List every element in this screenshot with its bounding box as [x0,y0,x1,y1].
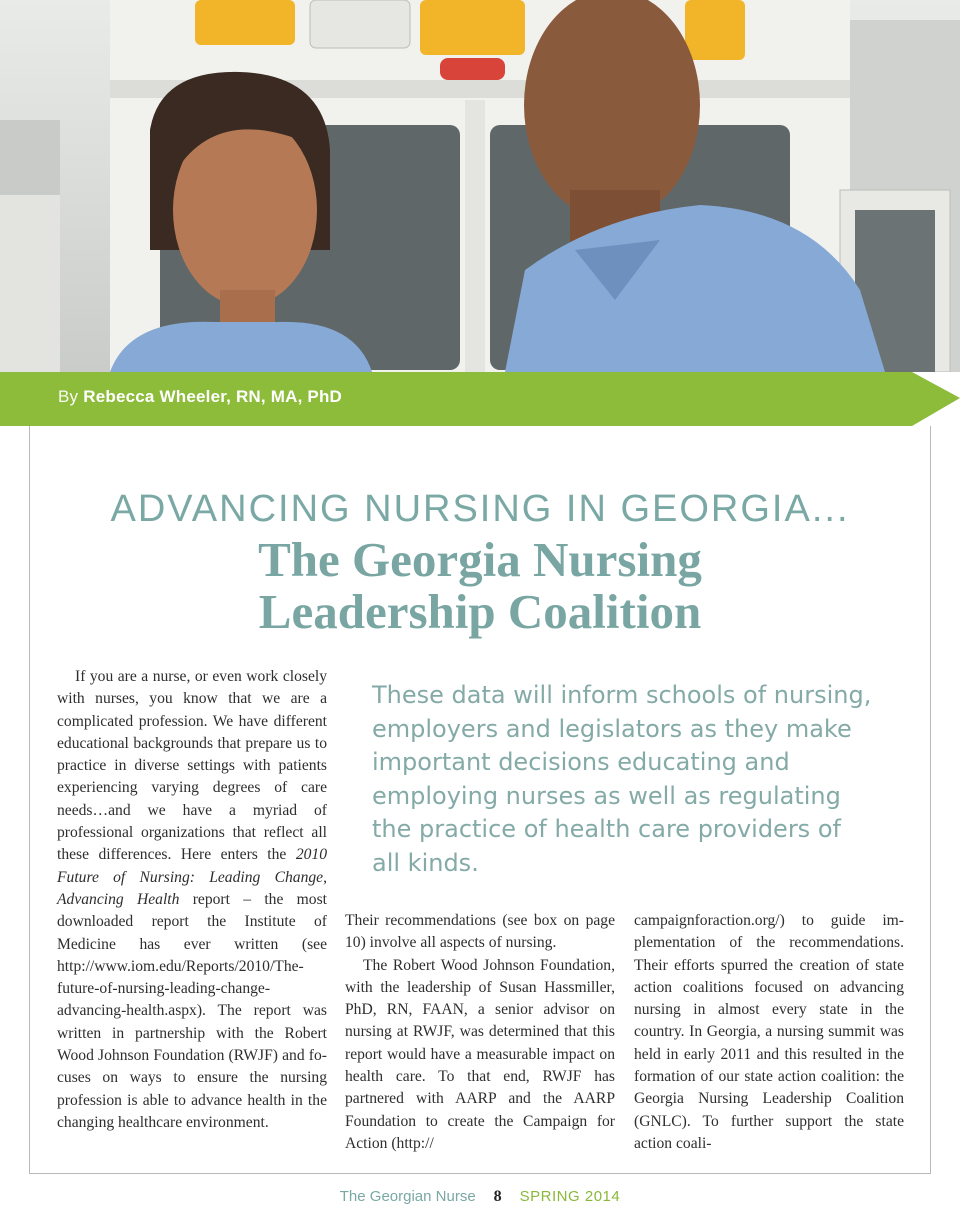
column-2-paragraph-1: Their recommendations (see box on page 10) involve all aspects of nursing. [345,912,615,952]
column-2-paragraph-2: The Robert Wood Johnson Foundation, with the leadership of Susan Hassmiller, PhD, RN, FAAN, a senior advisor on nursing at RWJF, was determined that this report would have a measurable impact on health care. To that end, RWJF has partnered with AARP and the AARP Foundation to create the Campaign for Action (http:// [345,956,615,1152]
ambulance-nurses-illustration [0,0,960,372]
byline-prefix: By [58,387,79,406]
column-1-paragraph [57,666,327,1134]
article-title-line-1: The Georgia Nursing [258,532,702,587]
article-title-line-2: Leadership Coalition [258,584,702,639]
footer-issue: SPRING 2014 [519,1188,621,1205]
byline-author: Rebecca Wheeler, RN, MA, PhD [83,387,343,406]
column-1-text-c: report – the most downloaded report the Institute of Medicine has ever written (see http://www.iom.edu/Reports/2010/The-future-of-nursing-leading-change-advancing-health.aspx). The report was written in partnership with the Robert Wood Johnson Foundation (RWJF) and focuses on ways to ensure the nursing profession is able to advance health in the changing healthcare environment. [57,890,327,1131]
byline-banner [0,372,960,426]
body-column-3 [634,910,904,1155]
body-column-1 [57,666,327,1134]
pull-quote: These data will inform schools of nursing, employers and legislators as they make important decisions educating and employing nurses as well as regulating the practice of health care providers of all kinds. [372,681,872,877]
column-3-paragraph-1: campaignforaction.org/) to guide implementation of the recommendations. Their efforts spurred the creation of state action coalitions focused on advancing nursing in almost every state in the country. In Georgia, a nursing summit was held in early 2011 and this resulted in the formation of our state action coalition: the Georgia Nursing Leadership Coalition (GNLC). To further support the state action coali- [634,912,904,1152]
article-title [0,534,960,638]
hero-photo [0,0,960,372]
headline-kicker: ADVANCING NURSING IN GEORGIA... [110,488,850,530]
report-title-italic-1: 2010 Future of Nursing: Leading Change [57,846,327,886]
body-column-2 [345,910,615,1155]
column-1-text-a: If you are a nurse, or even work closely with nurses, you know that we are a complicated profession. We have different educational backgrounds that prepare us to practice in diverse settings with patients experiencing varying degrees of care needs…and we have a myriad of professional organizations that reflect all these differences. Here enters the [57,668,327,864]
column-1-text-b: , [323,868,327,886]
footer-publication: The Georgian Nurse [339,1188,476,1205]
byline [58,387,342,407]
page-footer [0,1188,960,1206]
report-title-italic-2: Advancing Health [57,890,180,908]
footer-page-number: 8 [493,1188,502,1205]
